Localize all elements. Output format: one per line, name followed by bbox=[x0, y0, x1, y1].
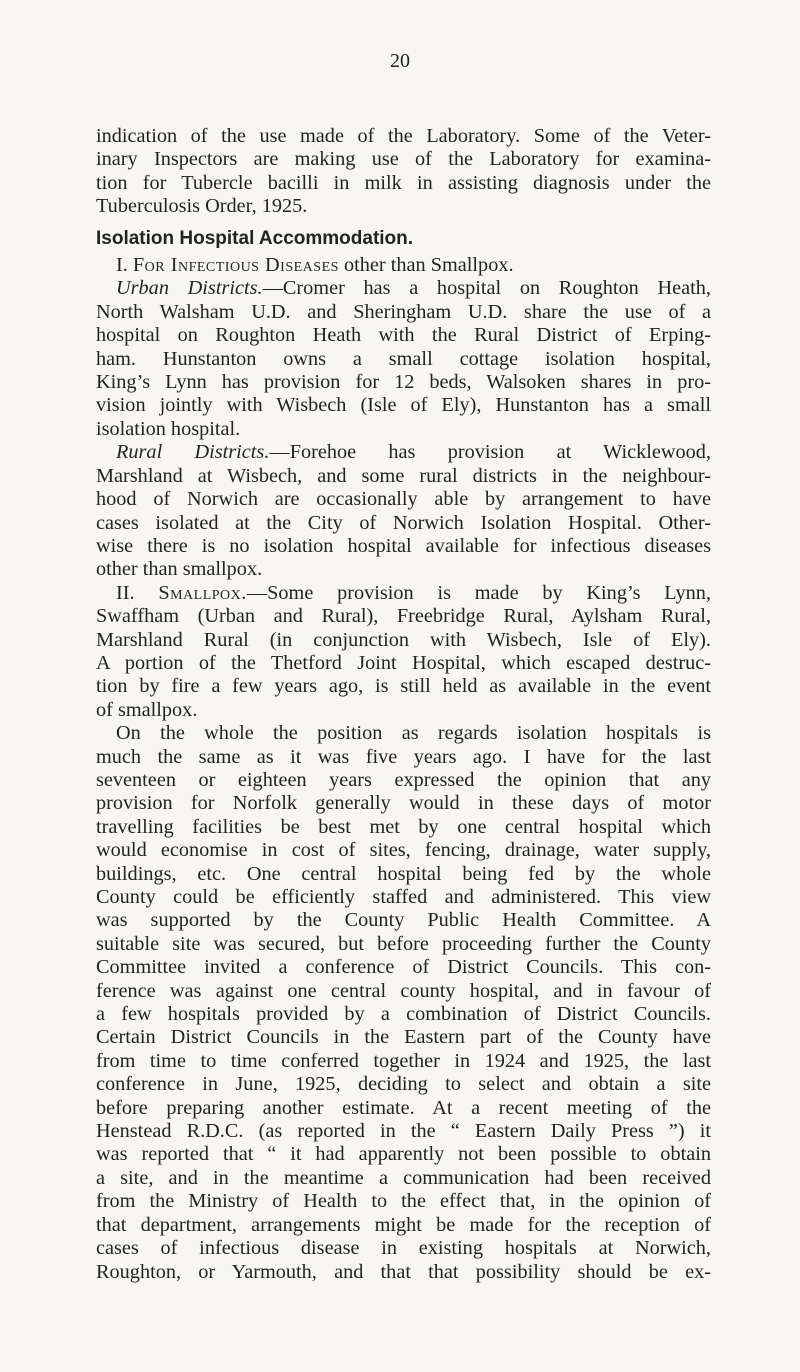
urban-districts-label: Urban Districts. bbox=[116, 277, 263, 300]
text-line: hood of Norwich are occasionally able by arrangement to have bbox=[96, 488, 711, 511]
subsection-title-rest: other than Smallpox. bbox=[344, 254, 514, 277]
text-line: before preparing another estimate. At a recent meeting of the bbox=[96, 1096, 711, 1119]
text-line: A portion of the Thetford Joint Hospital, which escaped destruc- bbox=[96, 651, 711, 674]
text-line: tion for Tubercle bacilli in milk in assisting diagnosis under the bbox=[96, 171, 711, 194]
text-line: ham. Hunstanton owns a small cottage isolation hospital, bbox=[96, 347, 711, 370]
text-line: On the whole the position as regards isolation hospitals is bbox=[116, 722, 711, 745]
text-line: II. Smallpox.—Some provision is made by King’s Lynn, bbox=[116, 581, 711, 604]
subsection-number: I. bbox=[116, 254, 128, 277]
text-line: much the same as it was five years ago. I have for the last bbox=[96, 745, 711, 768]
text-line: seventeen or eighteen years expressed the opinion that any bbox=[96, 768, 711, 791]
text-line: cases isolated at the City of Norwich Isolation Hospital. Other- bbox=[96, 511, 711, 534]
text-line: from the Ministry of Health to the effect that, in the opinion of bbox=[96, 1190, 711, 1213]
subsection-title: For Infectious Diseases bbox=[132, 254, 339, 277]
text-line: vision jointly with Wisbech (Isle of Ely), Hunstanton has a small bbox=[96, 394, 711, 417]
text-line: indication of the use made of the Laboratory. Some of the Veter- bbox=[96, 125, 711, 147]
text-line: North Walsham U.D. and Sheringham U.D. share the use of a bbox=[96, 300, 711, 323]
text-line: Marshland Rural (in conjunction with Wisbech, Isle of Ely). bbox=[96, 628, 711, 651]
text-line: suitable site was secured, but before proceeding further the County bbox=[96, 932, 711, 955]
text-line: Swaffham (Urban and Rural), Freebridge Rural, Aylsham Rural, bbox=[96, 605, 711, 628]
text-line: tion by fire a few years ago, is still held as available in the event bbox=[96, 675, 711, 698]
text-line: ference was against one central county hospital, and in favour of bbox=[96, 979, 711, 1002]
text-line: buildings, etc. One central hospital being fed by the whole bbox=[96, 862, 711, 885]
text-line: was reported that “ it had apparently not been possible to obtain bbox=[96, 1143, 711, 1166]
subsection-number: II. bbox=[116, 581, 135, 604]
text-line: of smallpox. bbox=[96, 698, 198, 721]
smallpox-label: Smallpox. bbox=[158, 581, 247, 604]
text-line: King’s Lynn has provision for 12 beds, Walsoken shares in pro- bbox=[96, 371, 711, 394]
text-line: a site, and in the meantime a communication had been received bbox=[96, 1166, 711, 1189]
text-line: cases of infectious disease in existing hospitals at Norwich, bbox=[96, 1237, 711, 1260]
page-number: 20 bbox=[390, 50, 410, 72]
text-line: County could be efficiently staffed and administered. This view bbox=[96, 886, 711, 908]
subsection-heading-infectious bbox=[96, 254, 711, 277]
text-line: Tuberculosis Order, 1925. bbox=[96, 195, 308, 218]
text-line: that department, arrangements might be made for the reception of bbox=[96, 1213, 711, 1236]
text-line: travelling facilities be best met by one central hospital which bbox=[96, 815, 711, 838]
text-line: Committee invited a conference of District Councils. This con- bbox=[96, 956, 711, 979]
document-body bbox=[96, 125, 711, 1284]
section-heading: Isolation Hospital Accommodation. bbox=[96, 227, 414, 249]
text-line: inary Inspectors are making use of the Laboratory for examina- bbox=[96, 148, 711, 171]
text-line: was supported by the County Public Health Committee. A bbox=[96, 909, 711, 932]
text-line: Roughton, or Yarmouth, and that that possibility should be ex- bbox=[96, 1260, 711, 1283]
text-line: a few hospitals provided by a combination of District Councils. bbox=[96, 1003, 711, 1026]
text-line: Henstead R.D.C. (as reported in the “ Eastern Daily Press ”) it bbox=[96, 1120, 711, 1143]
text-line: Urban Districts.—Cromer has a hospital on Roughton Heath, bbox=[116, 277, 712, 300]
text-line: other than smallpox. bbox=[96, 558, 263, 581]
text-line: Rural Districts.—Forehoe has provision at Wicklewood, bbox=[116, 441, 711, 464]
text-line: conference in June, 1925, deciding to select and obtain a site bbox=[96, 1073, 711, 1096]
text-line: would economise in cost of sites, fencing, drainage, water supply, bbox=[96, 839, 711, 862]
text-line: Certain District Councils in the Eastern part of the County have bbox=[96, 1026, 711, 1049]
text-line: wise there is no isolation hospital available for infectious diseases bbox=[96, 534, 711, 557]
text-line: isolation hospital. bbox=[96, 417, 241, 440]
text-line: provision for Norfolk generally would in these days of motor bbox=[96, 792, 711, 815]
text-line: from time to time conferred together in 1924 and 1925, the last bbox=[96, 1049, 711, 1072]
rural-districts-label: Rural Districts. bbox=[116, 441, 270, 464]
text-line: Marshland at Wisbech, and some rural districts in the neighbour- bbox=[96, 464, 711, 487]
text-line: hospital on Roughton Heath with the Rural District of Erping- bbox=[96, 324, 711, 347]
